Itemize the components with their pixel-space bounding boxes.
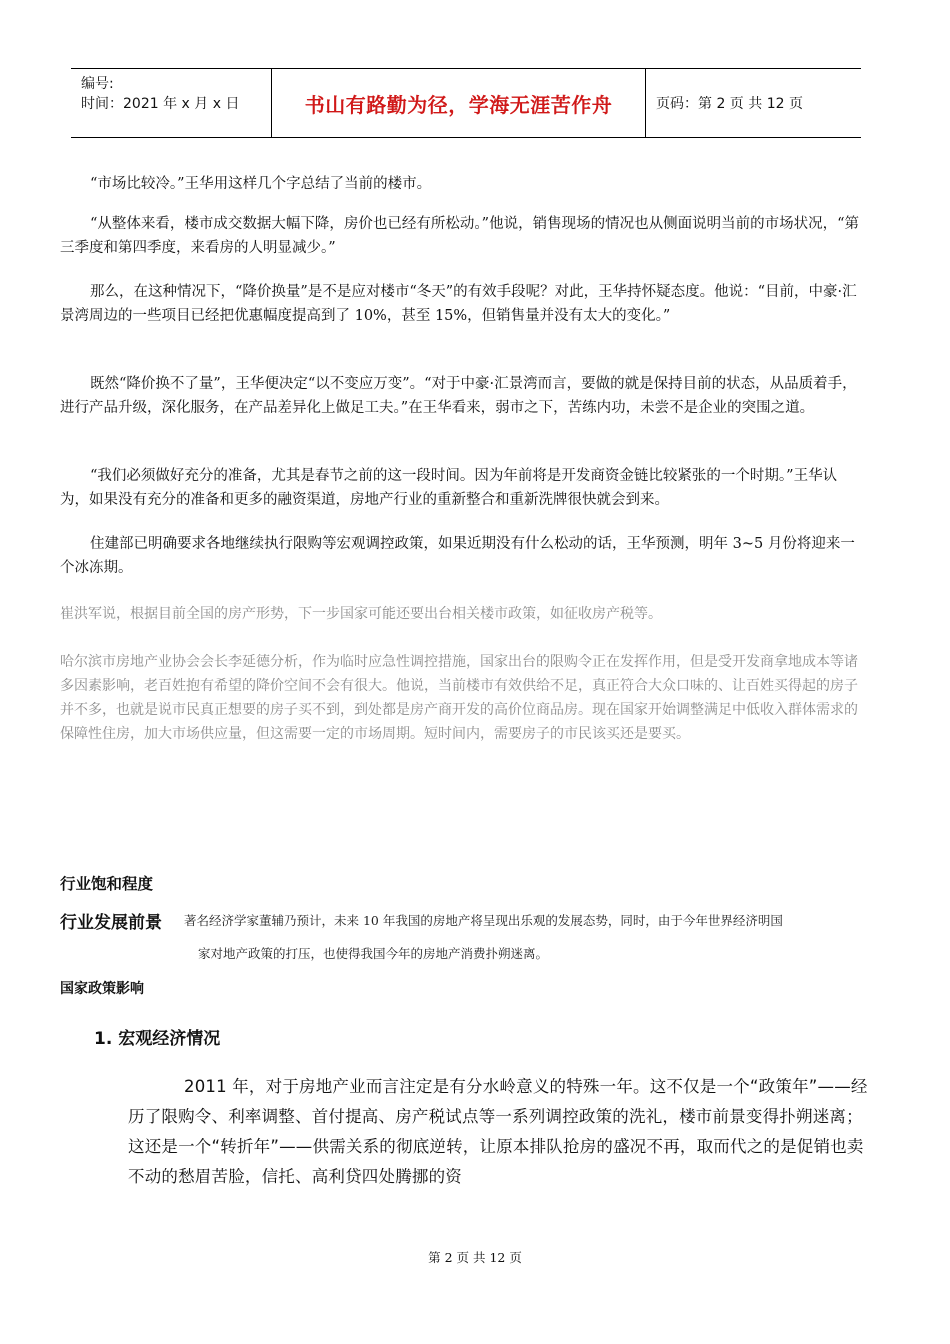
gray-paragraph: 崔洪军说，根据目前全国的房产形势，下一步国家可能还要出台相关楼市政策，如征收房产税等。	[60, 606, 662, 622]
prospect-text-line2: 家对地产政策的打压，也使得我国今年的房地产消费扑朔迷离。	[198, 946, 549, 961]
paragraph: “从整体来看，楼市成交数据大幅下降，房价也已经有所松动。”他说，销售现场的情况也从侧面说明当前的市场状况，“第三季度和第四季度，来看房的人明显减少。”	[60, 216, 859, 256]
macro-paragraph: 2011 年，对于房地产业而言注定是有分水岭意义的特殊一年。这不仅是一个“政策年”——经历了限购令、利率调整、首付提高、房产税试点等一系列调控政策的洗礼，楼市前景变得扑朔迷离；这还是一个“转折年”——供需关系的彻底逆转，让原本排队抢房的盛况不再，取而代之的是促销也卖不动的愁眉苦脸，信托、高利贷四处腾挪的资	[128, 1077, 868, 1186]
paragraph: 那么，在这种情况下，“降价换量”是不是应对楼市“冬天”的有效手段呢？对此，王华持怀疑态度。他说：“目前，中豪·汇景湾周边的一些项目已经把优惠幅度提高到了 10%，甚至 15%，但销售量并没有太大的变化。”	[60, 284, 857, 324]
header-meta	[71, 69, 272, 137]
page-footer: 第 2 页 共 12 页	[428, 1250, 522, 1265]
gray-paragraph: 哈尔滨市房地产业协会会长李延德分析，作为临时应急性调控措施，国家出台的限购令正在发挥作用，但是受开发商拿地成本等诸多因素影响，老百姓抱有希望的降价空间不会有很大。他说，当前楼市有效供给不足，真正符合大众口味的、让百姓买得起的房子并不多，也就是说市民真正想要的房子买不到，到处都是房产商开发的高价位商品房。现在国家开始调整满足中低收入群体需求的保障性住房，加大市场供应量，但这需要一定的市场周期。短时间内，需要房子的市民该买还是要买。	[60, 654, 858, 742]
section-macro-title: 1. 宏观经济情况	[94, 1029, 221, 1049]
section-saturation: 行业饱和程度	[60, 875, 154, 893]
header-motto: 书山有路勤为径，学海无涯苦作舟	[272, 69, 646, 137]
paragraph: 既然“降价换不了量”，王华便决定“以不变应万变”。“对于中豪·汇景湾而言，要做的就是保持目前的状态，从品质着手，进行产品升级，深化服务，在产品差异化上做足工夫。”在王华看来，弱市之下，苦练内功，未尝不是企业的突围之道。	[60, 376, 857, 416]
paragraph: 住建部已明确要求各地继续执行限购等宏观调控政策，如果近期没有什么松动的话，王华预测，明年 3~5 月份将迎来一个冰冻期。	[60, 536, 855, 576]
prospect-text-line1: 著名经济学家董辅乃预计，未来 10 年我国的房地产将呈现出乐观的发展态势，同时，由于今年世界经济明国	[184, 913, 783, 928]
section-policy: 国家政策影响	[60, 981, 144, 997]
paragraph: “市场比较冷。”王华用这样几个字总结了当前的楼市。	[90, 176, 432, 192]
page-header	[71, 68, 861, 138]
paragraph: “我们必须做好充分的准备，尤其是春节之前的这一段时间。因为年前将是开发商资金链比较紧张的一个时期。”王华认为，如果没有充分的准备和更多的融资渠道，房地产行业的重新整合和重新洗牌很快就会到来。	[60, 468, 838, 508]
time-label: 时间：2021 年 x 月 x 日	[81, 96, 240, 112]
number-label: 编号:	[81, 76, 114, 92]
header-page-info: 页码：第 2 页 共 12 页	[656, 96, 803, 112]
section-prospect-title: 行业发展前景	[60, 913, 162, 933]
